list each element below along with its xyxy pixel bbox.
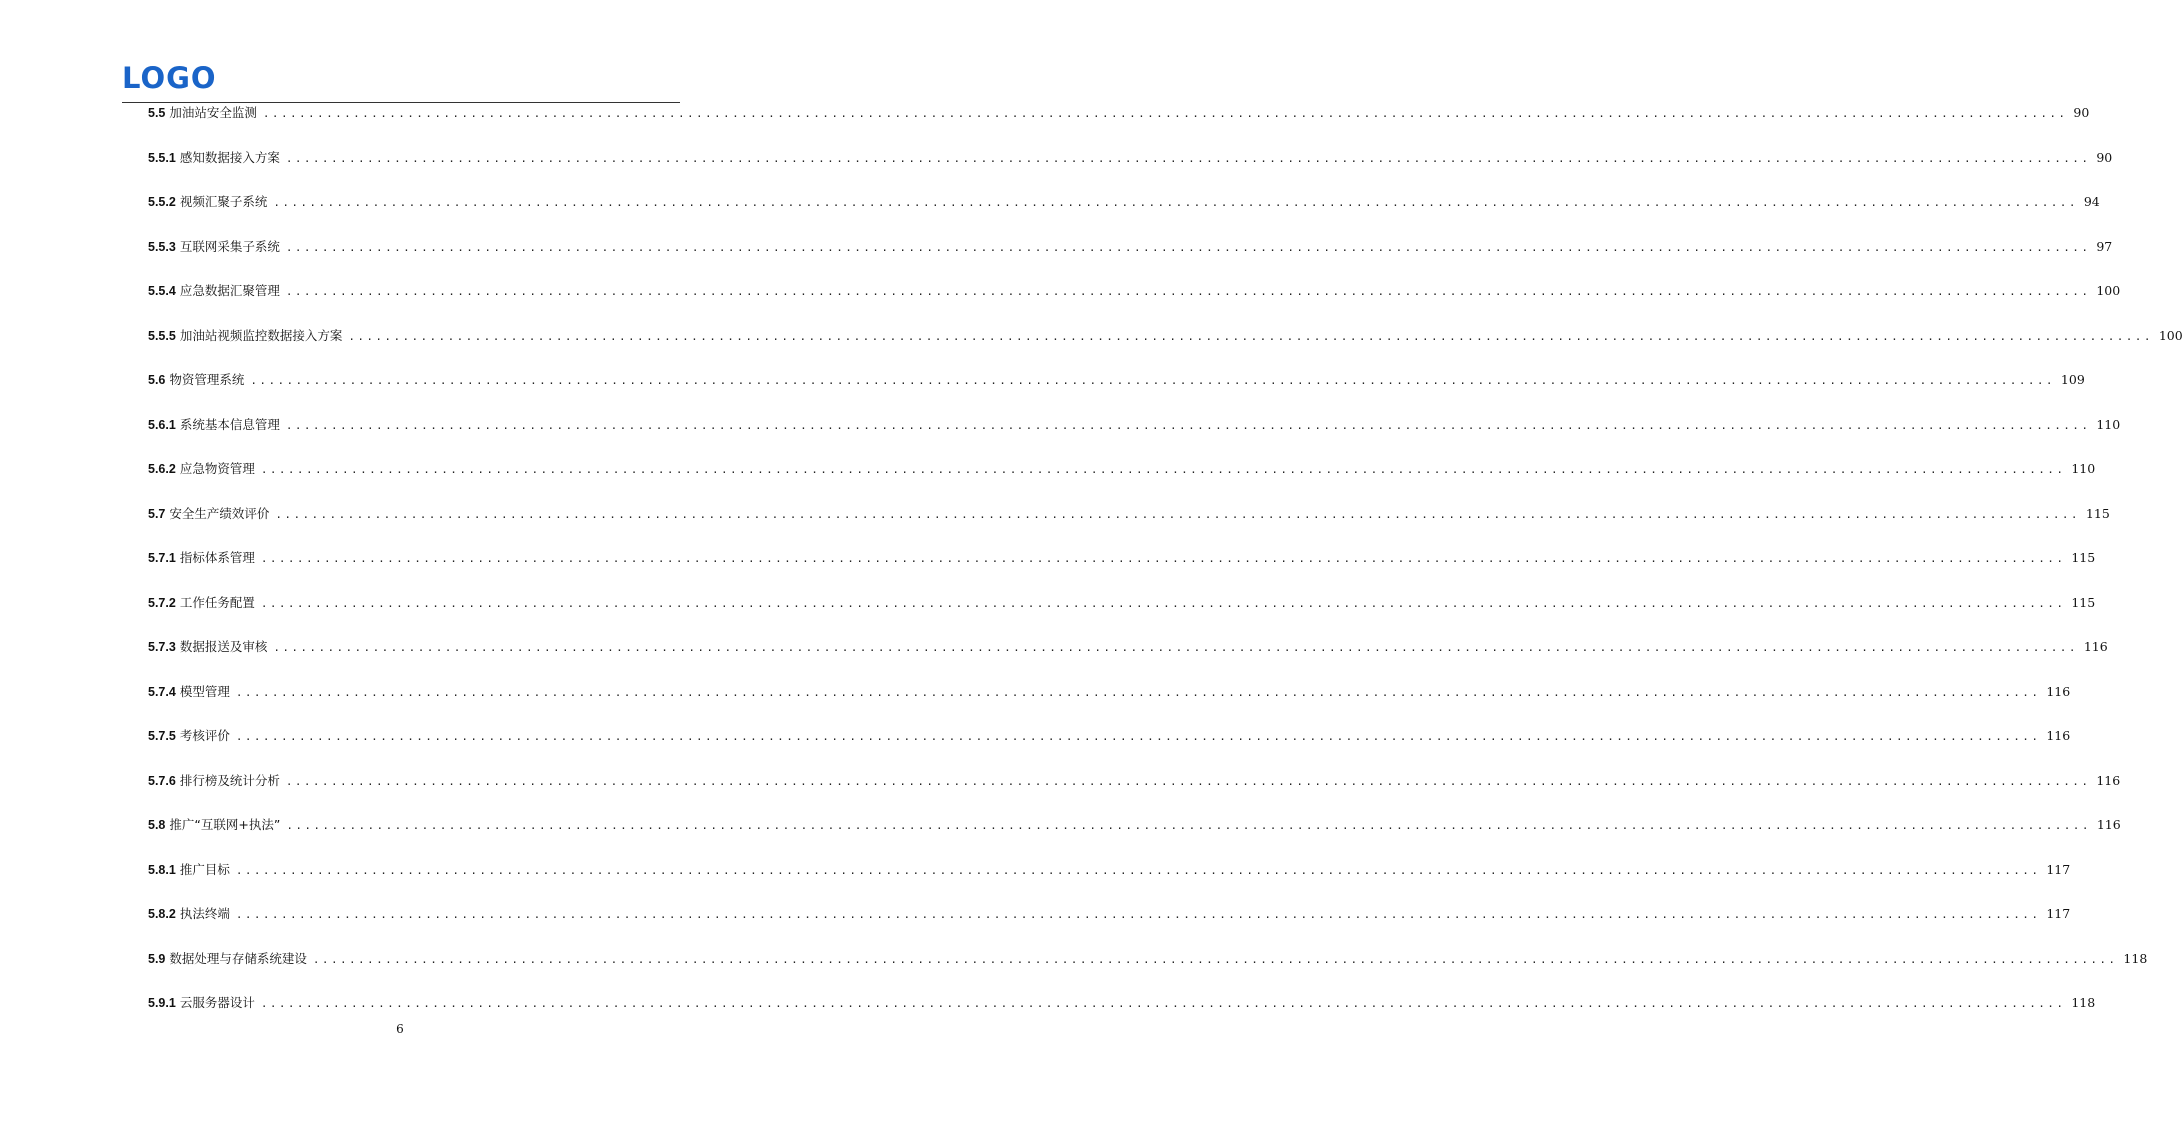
toc-entry-number: 5.6.1 <box>148 417 176 432</box>
toc-entry-title: 物资管理系统 <box>169 372 245 387</box>
toc-entry-number: 5.7.5 <box>148 729 176 743</box>
toc-entry-title: 视频汇聚子系统 <box>179 194 268 209</box>
toc-entry-page: 115 <box>2085 505 2110 521</box>
toc-entry-title: 推广目标 <box>179 861 230 877</box>
toc-entry-page: 90 <box>2096 149 2113 165</box>
toc-leader-dots: ........................................................................................................................................................................................................ <box>312 952 2118 966</box>
toc-entry-page: 110 <box>2096 416 2121 432</box>
toc-entry-title: 应急物资管理 <box>179 461 255 476</box>
toc-leader-dots: ........................................................................................................................................................................................................ <box>260 997 2066 1010</box>
toc-entry-page: 90 <box>2073 105 2090 120</box>
toc-entry-page: 100 <box>2158 327 2183 343</box>
toc-entry-page: 116 <box>2046 683 2071 699</box>
toc-entry-number: 5.8 <box>148 818 166 832</box>
toc-entry[interactable] <box>148 902 2071 947</box>
toc-leader-dots: ........................................................................................................................................................................................................ <box>286 819 2091 832</box>
toc-entry[interactable] <box>148 947 2148 992</box>
toc-entry-page: 118 <box>2123 950 2148 966</box>
toc-entry-number: 5.6.2 <box>148 462 176 476</box>
logo: LOGO <box>122 61 217 95</box>
toc-entry[interactable] <box>148 591 2096 636</box>
toc-entry-number: 5.8.2 <box>148 907 176 921</box>
toc-leader-dots: ........................................................................................................................................................................................................ <box>285 285 2091 298</box>
toc-entry[interactable] <box>148 324 2183 369</box>
toc-entry[interactable] <box>148 680 2071 725</box>
toc-leader-dots: ........................................................................................................................................................................................................ <box>260 552 2066 565</box>
toc-entry-number: 5.7.1 <box>148 551 176 565</box>
toc-entry-title: 系统基本信息管理 <box>179 416 280 432</box>
toc-entry-number: 5.8.1 <box>148 862 176 877</box>
toc-leader-dots: ........................................................................................................................................................................................................ <box>235 908 2041 921</box>
toc-entry-title: 云服务器设计 <box>179 995 255 1010</box>
toc-entry-title: 数据报送及审核 <box>179 639 268 654</box>
toc-entry[interactable] <box>148 101 2090 146</box>
toc-entry-number: 5.7.6 <box>148 773 176 788</box>
toc-leader-dots: ........................................................................................................................................................................................................ <box>235 730 2041 743</box>
toc-entry-number: 5.5.4 <box>148 284 176 298</box>
toc-entry[interactable] <box>148 368 2085 413</box>
toc-entry-number: 5.5.1 <box>148 150 176 165</box>
toc-entry-number: 5.6 <box>148 373 166 387</box>
toc-entry[interactable] <box>148 413 2121 458</box>
toc-entry[interactable] <box>148 635 2108 680</box>
toc-entry-title: 感知数据接入方案 <box>179 149 280 165</box>
toc-entry-title: 安全生产绩效评价 <box>169 505 270 521</box>
toc-entry-title: 执法终端 <box>179 906 230 921</box>
toc-entry-title: 加油站安全监测 <box>169 105 257 120</box>
toc-entry-title: 模型管理 <box>179 683 230 699</box>
toc-leader-dots: ........................................................................................................................................................................................................ <box>273 196 2078 209</box>
toc-entry-page: 116 <box>2096 817 2121 832</box>
toc-entry-page: 115 <box>2071 550 2096 565</box>
toc-entry-title: 推广“互联网+执法” <box>169 817 281 832</box>
toc-entry-title: 数据处理与存储系统建设 <box>169 950 307 966</box>
toc-leader-dots: ........................................................................................................................................................................................................ <box>250 374 2055 387</box>
toc-entry[interactable] <box>148 769 2121 814</box>
toc-leader-dots: ........................................................................................................................................................................................................ <box>273 641 2078 654</box>
toc-leader-dots: ........................................................................................................................................................................................................ <box>235 863 2041 877</box>
toc-entry[interactable] <box>148 724 2071 769</box>
toc-entry-page: 97 <box>2096 238 2113 254</box>
table-of-contents <box>148 101 2183 1036</box>
toc-entry-page: 115 <box>2071 594 2096 610</box>
toc-entry-number: 5.7 <box>148 506 166 521</box>
toc-leader-dots: ........................................................................................................................................................................................................ <box>285 774 2091 788</box>
toc-entry[interactable] <box>148 146 2113 191</box>
toc-entry[interactable] <box>148 235 2113 280</box>
toc-entry-number: 5.9.1 <box>148 996 176 1010</box>
toc-entry-page: 117 <box>2046 906 2071 921</box>
toc-entry-number: 5.5 <box>148 106 166 120</box>
toc-entry-number: 5.5.3 <box>148 239 176 254</box>
toc-entry-page: 117 <box>2046 861 2071 877</box>
toc-leader-dots: ........................................................................................................................................................................................................ <box>260 596 2066 610</box>
toc-entry-page: 116 <box>2083 639 2108 654</box>
toc-entry[interactable] <box>148 457 2096 502</box>
toc-entry-title: 指标体系管理 <box>179 550 255 565</box>
toc-entry-page: 116 <box>2096 772 2121 788</box>
toc-entry-number: 5.5.2 <box>148 195 176 209</box>
toc-entry-page: 116 <box>2046 728 2071 743</box>
toc-leader-dots: ........................................................................................................................................................................................................ <box>275 507 2080 521</box>
toc-entry-title: 加油站视频监控数据接入方案 <box>179 327 343 343</box>
toc-entry[interactable] <box>148 546 2096 591</box>
toc-entry-number: 5.7.4 <box>148 684 176 699</box>
toc-leader-dots: ........................................................................................................................................................................................................ <box>262 107 2068 120</box>
toc-entry-page: 109 <box>2060 372 2085 387</box>
toc-entry-title: 排行榜及统计分析 <box>179 772 280 788</box>
toc-entry-number: 5.5.5 <box>148 328 176 343</box>
toc-entry[interactable] <box>148 190 2100 235</box>
toc-entry-title: 工作任务配置 <box>179 594 255 610</box>
toc-entry-page: 94 <box>2083 194 2100 209</box>
toc-entry[interactable] <box>148 813 2121 858</box>
toc-entry-page: 110 <box>2071 461 2096 476</box>
toc-leader-dots: ........................................................................................................................................................................................................ <box>285 151 2091 165</box>
toc-leader-dots: ........................................................................................................................................................................................................ <box>348 329 2153 343</box>
toc-leader-dots: ........................................................................................................................................................................................................ <box>285 240 2091 254</box>
toc-entry-number: 5.7.2 <box>148 595 176 610</box>
toc-entry[interactable] <box>148 858 2071 903</box>
toc-entry-title: 互联网采集子系统 <box>179 238 280 254</box>
toc-entry-number: 5.7.3 <box>148 640 176 654</box>
toc-entry-page: 118 <box>2071 995 2096 1010</box>
toc-entry-number: 5.9 <box>148 951 166 966</box>
toc-leader-dots: ........................................................................................................................................................................................................ <box>285 418 2091 432</box>
page-number: 6 <box>396 1022 404 1036</box>
toc-entry-title: 应急数据汇聚管理 <box>179 283 280 298</box>
toc-entry-page: 100 <box>2096 283 2121 298</box>
toc-entry[interactable] <box>148 502 2110 547</box>
toc-entry[interactable] <box>148 279 2121 324</box>
toc-leader-dots: ........................................................................................................................................................................................................ <box>260 463 2066 476</box>
toc-entry-title: 考核评价 <box>179 728 230 743</box>
toc-leader-dots: ........................................................................................................................................................................................................ <box>235 685 2041 699</box>
